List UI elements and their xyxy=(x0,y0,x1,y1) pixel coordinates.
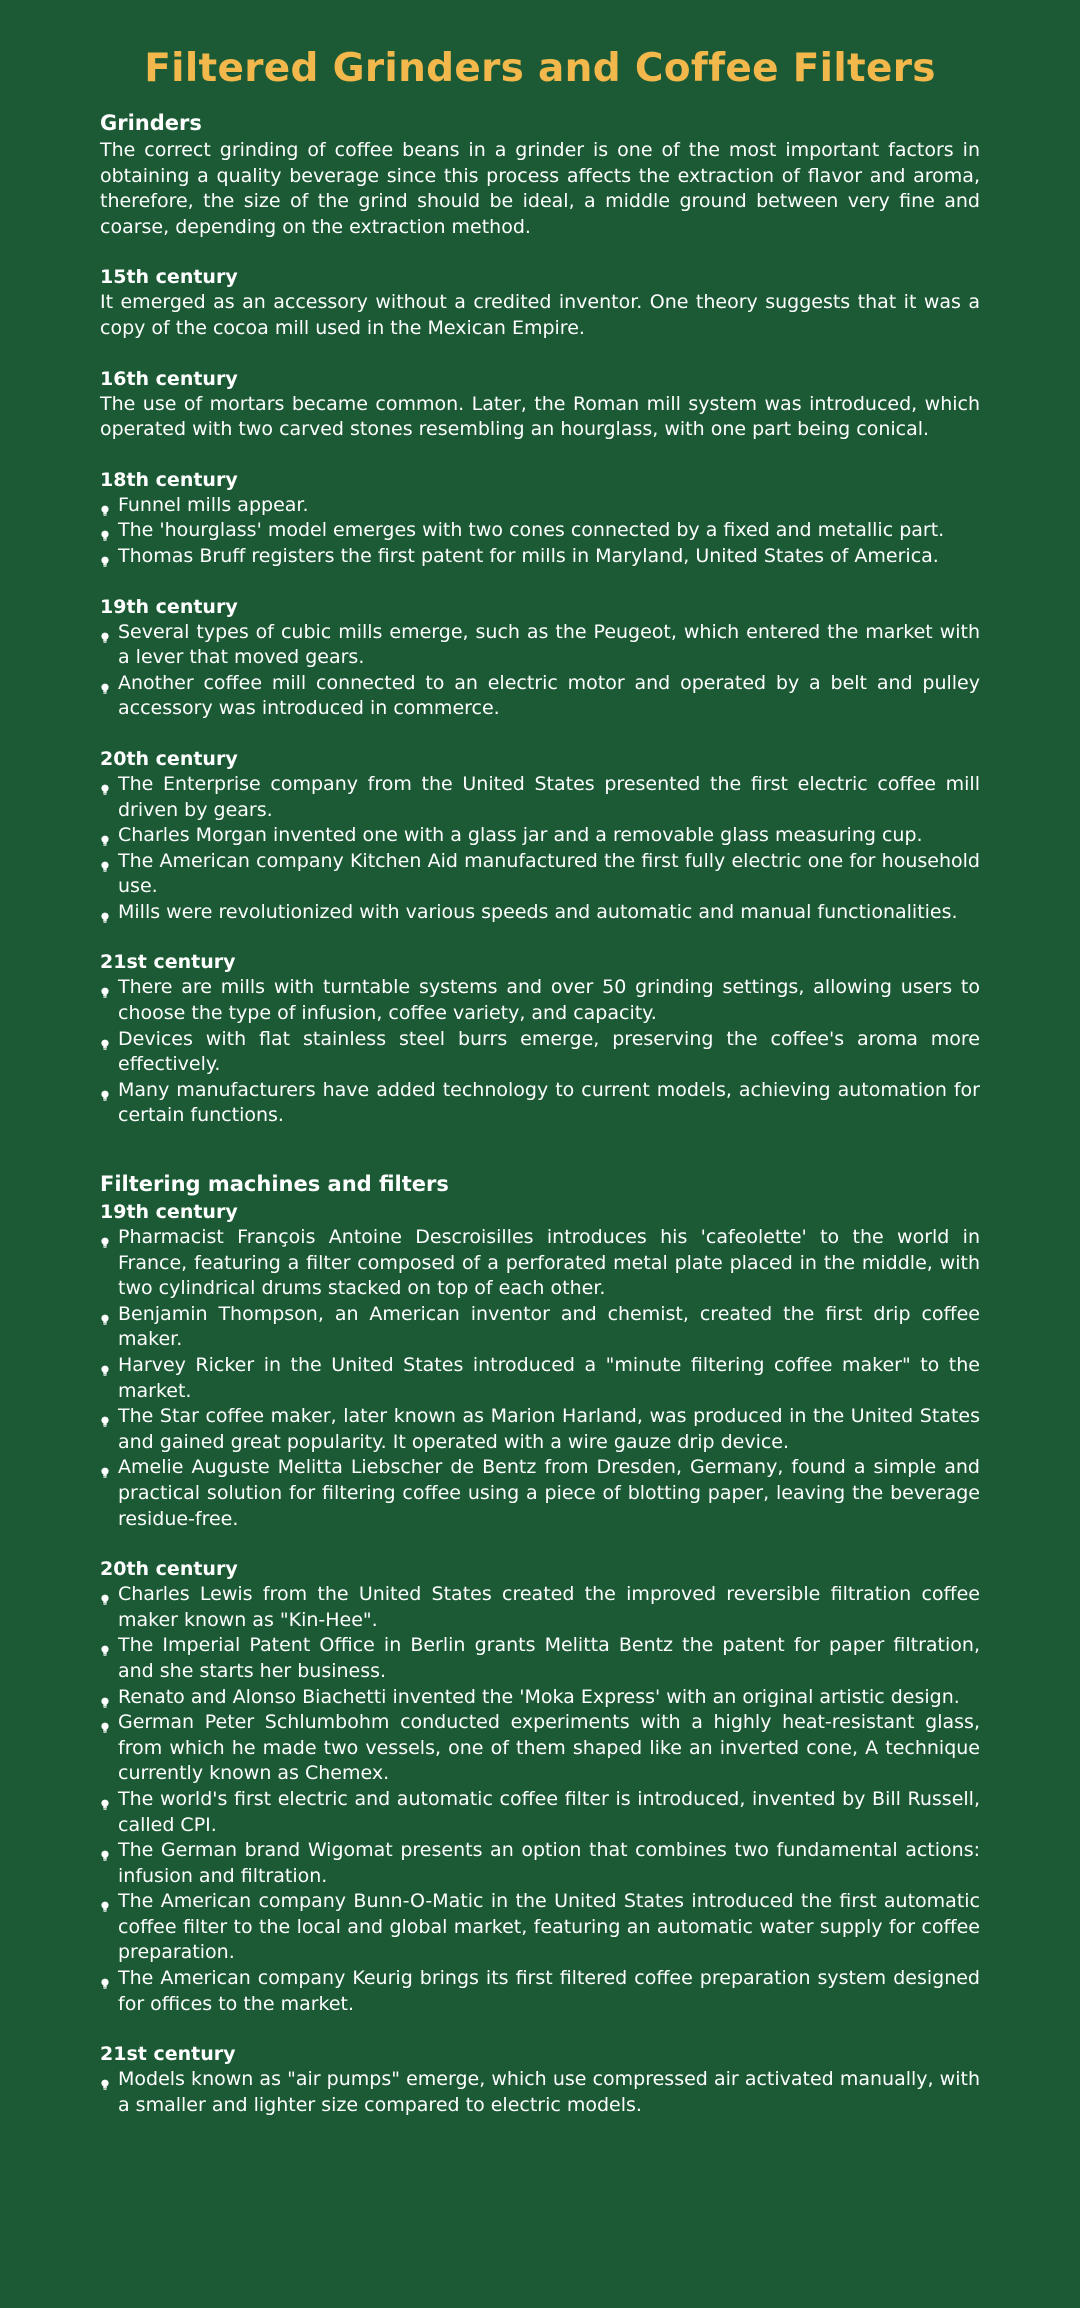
list-item-text: Pharmacist François Antoine Descroisilles introduces his 'cafeolette' to the world in France, featuring a filter composed of a perforated metal plate placed in the middle, with two cylindrical drums stacked on top of each other. xyxy=(118,1226,980,1300)
filters-21st-century-heading: 21st century xyxy=(100,2043,236,2066)
list-item-text: The American company Kitchen Aid manufactured the first fully electric one for household use. xyxy=(118,849,980,898)
list-item-text: Another coffee mill connected to an electric motor and operated by a belt and pulley accessory was introduced in commerce. xyxy=(118,671,980,720)
filters-21st-century-list xyxy=(100,2067,980,2118)
filters-section xyxy=(100,1169,980,2118)
list-item-text: Models known as "air pumps" emerge, which use compressed air activated manually, with a smaller and lighter size compared to electric models. xyxy=(118,2068,980,2116)
list-item xyxy=(100,900,980,926)
list-item xyxy=(100,518,980,544)
list-item xyxy=(100,1582,980,1633)
list-item xyxy=(100,1838,980,1889)
list-item-text: Many manufacturers have added technology to current models, achieving automation for certain functions. xyxy=(118,1078,980,1127)
list-item xyxy=(100,1404,980,1455)
list-item-text: The German brand Wigomat presents an option that combines two fundamental actions: infusion and filtration. xyxy=(118,1839,980,1887)
list-item-text: The American company Bunn-O-Matic in the United States introduced the first automatic coffee filter to the local and global market, featuring an automatic water supply for coffee preparation. xyxy=(118,1890,980,1964)
list-item-text: The Imperial Patent Office in Berlin grants Melitta Bentz the patent for paper filtration, and she starts her business. xyxy=(118,1634,980,1682)
list-item-text: Renato and Alonso Biachetti invented the 'Moka Express' with an original artistic design. xyxy=(118,1685,960,1708)
list-item-text: Benjamin Thompson, an American inventor and chemist, created the first drip coffee maker. xyxy=(118,1302,980,1351)
list-item xyxy=(100,823,980,849)
lightbulb-icon xyxy=(100,1972,110,1984)
lightbulb-icon xyxy=(100,1033,110,1045)
grinders-19th-century-list xyxy=(100,620,980,722)
grinders-18th-century-list xyxy=(100,493,980,570)
list-item-text: The Star coffee maker, later known as Marion Harland, was produced in the United States and gained great popularity. It operated with a wire gauze drip device. xyxy=(118,1405,980,1453)
lightbulb-icon xyxy=(100,829,110,841)
list-item xyxy=(100,772,980,823)
grinders-16th-century-heading: 16th century xyxy=(100,367,238,390)
list-item xyxy=(100,493,980,519)
list-item-text: Mills were revolutionized with various speeds and automatic and manual functionalities. xyxy=(118,900,958,923)
list-item-text: Harvey Ricker in the United States introduced a "minute filtering coffee maker" to the market. xyxy=(118,1354,980,1402)
lightbulb-icon xyxy=(100,1410,110,1422)
grinders-19th-century-heading: 19th century xyxy=(100,595,238,618)
lightbulb-icon xyxy=(100,1716,110,1728)
lightbulb-icon xyxy=(100,981,110,993)
grinders-20th-century-list xyxy=(100,772,980,926)
list-item xyxy=(100,1966,980,2017)
list-item xyxy=(100,1027,980,1078)
lightbulb-icon xyxy=(100,2073,110,2085)
list-item xyxy=(100,1889,980,1966)
page-title: Filtered Grinders and Coffee Filters xyxy=(144,46,936,91)
list-item-text: Devices with flat stainless steel burrs emerge, preserving the coffee's aroma more effectively. xyxy=(118,1027,980,1076)
list-item-text: There are mills with turntable systems and over 50 grinding settings, allowing users to choose the type of infusion, coffee variety, and capacity. xyxy=(118,976,980,1025)
grinders-21st-century-heading: 21st century xyxy=(100,951,236,974)
lightbulb-icon xyxy=(100,778,110,790)
lightbulb-icon xyxy=(100,499,110,511)
lightbulb-icon xyxy=(100,1639,110,1651)
list-item xyxy=(100,1353,980,1404)
filters-20th-century-heading: 20th century xyxy=(100,1558,238,1581)
lightbulb-icon xyxy=(100,1231,110,1243)
lightbulb-icon xyxy=(100,1084,110,1096)
filters-heading: Filtering machines and filters xyxy=(100,1172,449,1197)
list-item xyxy=(100,1455,980,1532)
grinders-15th-century-text: It emerged as an accessory without a credited inventor. One theory suggests that it was a copy of the cocoa mill used in the Mexican Empire. xyxy=(100,291,980,339)
grinders-20th-century-heading: 20th century xyxy=(100,747,238,770)
grinders-21st-century-list xyxy=(100,975,980,1129)
list-item-text: Thomas Bruff registers the first patent for mills in Maryland, United States of America. xyxy=(118,544,939,567)
lightbulb-icon xyxy=(100,906,110,918)
list-item-text: Charles Lewis from the United States created the improved reversible filtration coffee maker known as "Kin-Hee". xyxy=(118,1583,980,1631)
list-item xyxy=(100,620,980,671)
lightbulb-icon xyxy=(100,1793,110,1805)
list-item xyxy=(100,544,980,570)
lightbulb-icon xyxy=(100,1895,110,1907)
list-item-text: The 'hourglass' model emerges with two cones connected by a fixed and metallic part. xyxy=(118,519,945,542)
list-item xyxy=(100,1078,980,1129)
lightbulb-icon xyxy=(100,1308,110,1320)
grinders-heading: Grinders xyxy=(100,111,202,135)
filters-20th-century-list xyxy=(100,1582,980,2017)
list-item xyxy=(100,1787,980,1838)
lightbulb-icon xyxy=(100,855,110,867)
grinders-18th-century-heading: 18th century xyxy=(100,468,238,491)
list-item xyxy=(100,1302,980,1353)
lightbulb-icon xyxy=(100,1588,110,1600)
lightbulb-icon xyxy=(100,677,110,689)
list-item-text: Funnel mills appear. xyxy=(118,493,309,516)
list-item-text: German Peter Schlumbohm conducted experiments with a highly heat-resistant glass, from which he made two vessels, one of them shaped like an inverted cone, A technique currently known as Chemex. xyxy=(118,1711,980,1785)
list-item xyxy=(100,975,980,1026)
lightbulb-icon xyxy=(100,626,110,638)
grinders-section xyxy=(100,108,980,1129)
grinders-intro: The correct grinding of coffee beans in a grinder is one of the most important factors in obtaining a quality beverage since this process affects the extraction of flavor and aroma, therefore, the size of the grind should be ideal, a middle ground between very fine and coarse, depending on the extraction method. xyxy=(100,139,980,238)
list-item-text: Several types of cubic mills emerge, such as the Peugeot, which entered the market with a lever that moved gears. xyxy=(118,620,980,669)
list-item xyxy=(100,671,980,722)
list-item xyxy=(100,1633,980,1684)
lightbulb-icon xyxy=(100,524,110,536)
lightbulb-icon xyxy=(100,1359,110,1371)
list-item xyxy=(100,1685,980,1711)
lightbulb-icon xyxy=(100,550,110,562)
filters-19th-century-heading: 19th century xyxy=(100,1201,238,1224)
grinders-15th-century-heading: 15th century xyxy=(100,266,238,289)
list-item-text: The Enterprise company from the United States presented the first electric coffee mill driven by gears. xyxy=(118,772,980,821)
list-item xyxy=(100,2067,980,2118)
filters-19th-century-list xyxy=(100,1225,980,1532)
lightbulb-icon xyxy=(100,1691,110,1703)
list-item-text: Amelie Auguste Melitta Liebscher de Bentz from Dresden, Germany, found a simple and practical solution for filtering coffee using a piece of blotting paper, leaving the beverage residue-free. xyxy=(118,1456,980,1530)
list-item-text: The American company Keurig brings its first filtered coffee preparation system designed for offices to the market. xyxy=(118,1967,980,2015)
lightbulb-icon xyxy=(100,1844,110,1856)
list-item xyxy=(100,849,980,900)
list-item xyxy=(100,1710,980,1787)
list-item-text: The world's first electric and automatic coffee filter is introduced, invented by Bill Russell, called CPI. xyxy=(118,1787,980,1836)
lightbulb-icon xyxy=(100,1461,110,1473)
grinders-16th-century-text: The use of mortars became common. Later, the Roman mill system was introduced, which operated with two carved stones resembling an hourglass, with one part being conical. xyxy=(100,392,980,441)
list-item-text: Charles Morgan invented one with a glass jar and a removable glass measuring cup. xyxy=(118,824,923,847)
list-item xyxy=(100,1225,980,1302)
